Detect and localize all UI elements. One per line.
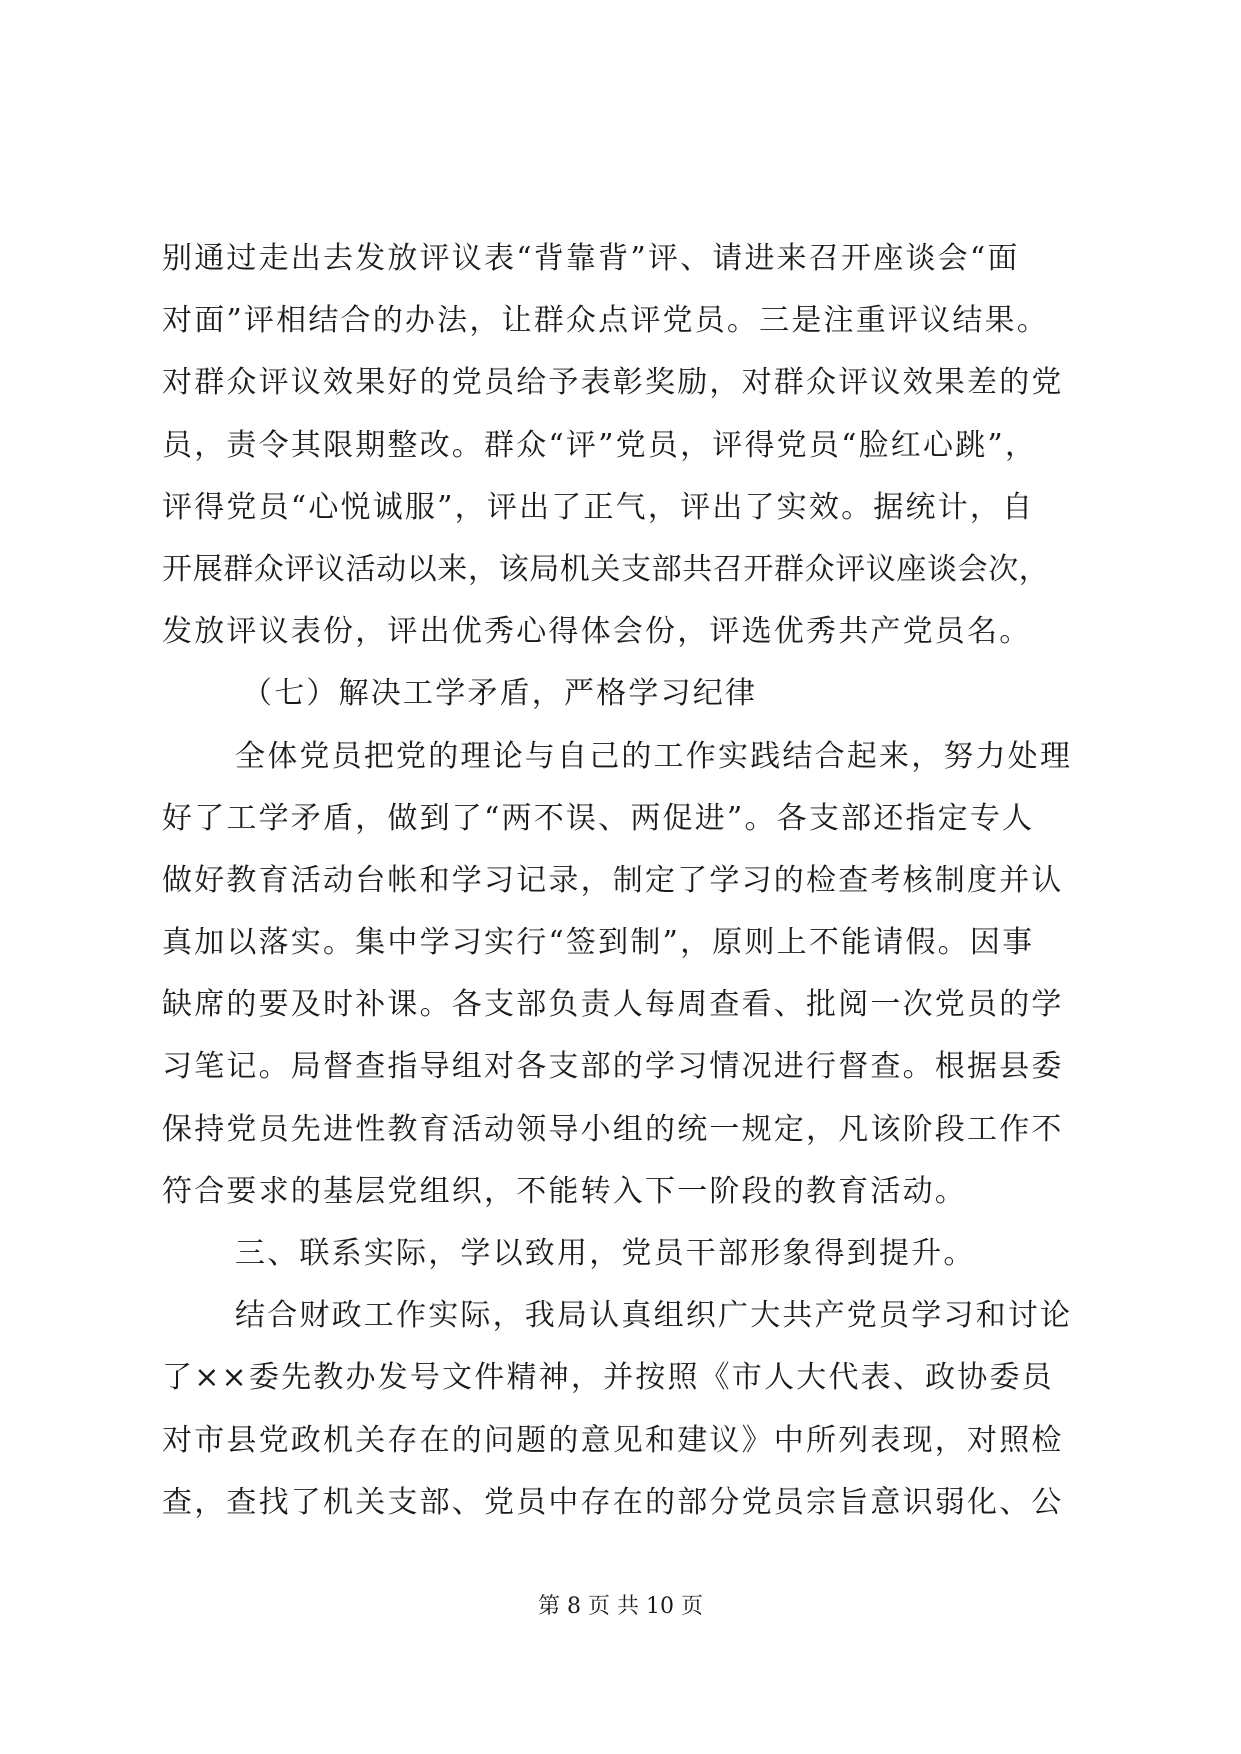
text-line: 保持党员先进性教育活动领导小组的统一规定，凡该阶段工作不 [162,1111,1064,1147]
text-line: 缺席的要及时补课。各支部负责人每周查看、批阅一次党员的学 [162,987,1064,1023]
text-line: 真加以落实。集中学习实行“签到制”，原则上不能请假。因事 [162,925,1035,961]
text-line: 符合要求的基层党组织，不能转入下一阶段的教育活动。 [162,1173,967,1209]
text-line: 开展群众评议活动以来，该局机关支部共召开群众评议座谈会次， [162,551,1050,587]
body-text [162,228,1082,1534]
text-line: 评得党员“心悦诚服”，评出了正气，评出了实效。据统计，自 [162,489,1035,525]
text-line: 发放评议表份，评出优秀心得体会份，评选优秀共产党员名。 [162,614,1032,650]
paragraph-first-line: 结合财政工作实际，我局认真组织广大共产党员学习和讨论 [235,1298,1073,1334]
text-line: 对群众评议效果好的党员给予表彰奖励，对群众评议效果差的党 [162,365,1064,401]
text-line: 习笔记。局督查指导组对各支部的学习情况进行督查。根据县委 [162,1049,1064,1085]
text-line: 了××委先教办发号文件精神，并按照《市人大代表、政协委员 [162,1360,1054,1396]
text-line: 对面”评相结合的办法，让群众点评党员。三是注重评议结果。 [162,303,1049,339]
section-heading: （七）解决工学矛盾，严格学习纪律 [242,676,758,712]
text-line: 别通过走出去发放评议表“背靠背”评、请进来召开座谈会“面 [162,241,1020,276]
text-line: 做好教育活动台帐和学习记录，制定了学习的检查考核制度并认 [162,862,1064,898]
section-heading: 三、联系实际，学以致用，党员干部形象得到提升。 [235,1236,976,1271]
text-line: 对市县党政机关存在的问题的意见和建议》中所列表现，对照检 [162,1422,1064,1458]
page-number-label: 第 8 页 共 10 页 [538,1594,703,1619]
text-line: 员，责令其限期整改。群众“评”党员，评得党员“脸红心跳”， [162,427,1038,463]
text-line: 查，查找了机关支部、党员中存在的部分党员宗旨意识弱化、公 [162,1484,1064,1520]
page-footer [0,1592,1241,1622]
text-line: 好了工学矛盾，做到了“两不误、两促进”。各支部还指定专人 [162,800,1035,836]
paragraph-first-line: 全体党员把党的理论与自己的工作实践结合起来，努力处理 [235,738,1073,774]
